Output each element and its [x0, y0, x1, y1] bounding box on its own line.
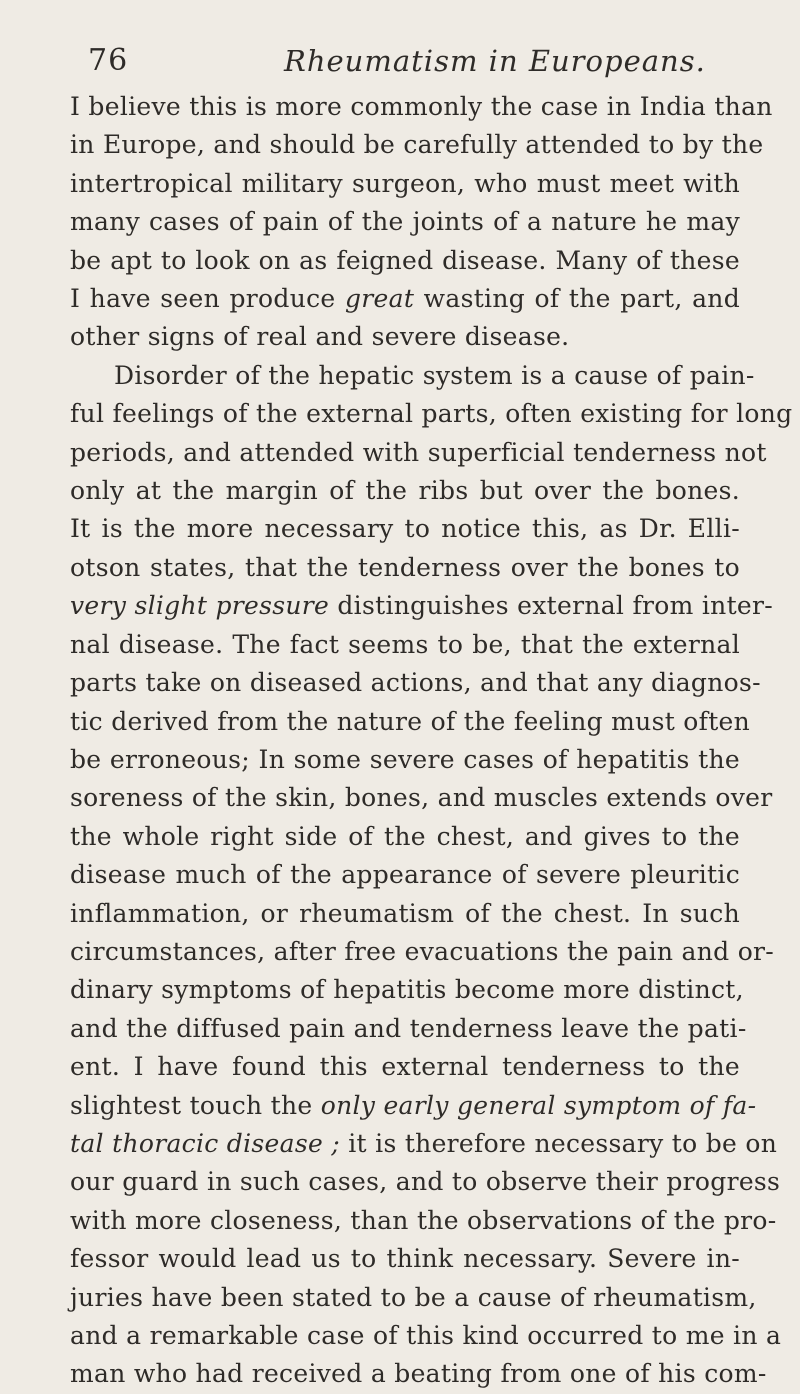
text-segment: intertropical military surgeon, who must meet with: [70, 168, 740, 198]
text-line: [70, 318, 740, 356]
text-line: [70, 895, 740, 933]
text-line: [70, 1317, 782, 1355]
text-line: [70, 1355, 767, 1393]
text-line: [70, 434, 767, 472]
text-line: [70, 818, 740, 856]
text-line: [70, 1163, 781, 1201]
paragraph: [70, 357, 793, 1394]
text-line: [70, 779, 773, 817]
running-title: Rheumatism in Europeans.: [284, 44, 706, 78]
italic-text: great: [344, 284, 415, 314]
text-segment: I have seen produce: [70, 284, 345, 314]
text-segment: only at the margin of the ribs but over the bones.: [70, 476, 740, 506]
body-text: [70, 88, 793, 1394]
italic-text: tal thoracic disease ;: [70, 1128, 341, 1158]
text-segment: soreness of the skin, bones, and muscles extends over: [70, 783, 773, 813]
text-segment: ent. I have found this external tenderness to the: [70, 1052, 740, 1082]
text-segment: slightest touch the: [70, 1090, 321, 1120]
text-line: [70, 472, 740, 510]
text-line: [70, 856, 740, 894]
text-line: [70, 549, 740, 587]
text-line: [70, 510, 740, 548]
text-segment: periods, and attended with superficial tenderness not: [70, 437, 767, 467]
text-segment: circumstances, after free evacuations the pain and or-: [70, 936, 775, 966]
text-segment: nal disease. The fact seems to be, that the external: [70, 629, 740, 659]
text-segment: It is the more necessary to notice this, as Dr. Elli-: [70, 514, 740, 544]
text-line: [70, 280, 740, 318]
text-line: [70, 1048, 740, 1086]
italic-text: only early general symptom of fa-: [320, 1090, 757, 1120]
text-segment: be erroneous; In some severe cases of hepatitis the: [70, 744, 740, 774]
text-segment: the whole right side of the chest, and gives to the: [70, 821, 740, 851]
text-line: [70, 1240, 740, 1278]
text-line: [70, 741, 740, 779]
text-line: [70, 703, 751, 741]
text-line: [70, 1087, 757, 1125]
text-line: [70, 88, 773, 126]
text-segment: Disorder of the hepatic system is a cause of pain-: [114, 360, 755, 390]
text-segment: tic derived from the nature of the feeling must often: [70, 706, 751, 736]
text-segment: dinary symptoms of hepatitis become more distinct,: [70, 975, 744, 1005]
text-segment: juries have been stated to be a cause of rheumatism,: [70, 1282, 757, 1312]
text-line: [70, 165, 740, 203]
paragraph: [70, 88, 773, 357]
text-line: [70, 242, 740, 280]
text-segment: and the diffused pain and tenderness leave the pati-: [70, 1013, 747, 1043]
page-header: [70, 38, 740, 84]
text-line: [70, 664, 761, 702]
text-segment: distinguishes external from inter-: [329, 591, 774, 621]
text-line: [70, 395, 793, 433]
text-segment: it is therefore necessary to be on: [340, 1128, 778, 1158]
text-line: [70, 1279, 757, 1317]
text-segment: with more closeness, than the observations of the pro-: [70, 1205, 777, 1235]
page-number: 76: [88, 43, 129, 78]
text-line: [70, 971, 744, 1009]
text-segment: parts take on diseased actions, and that any diagnos-: [70, 668, 761, 698]
text-line: [70, 357, 755, 395]
italic-text: very slight pressure: [70, 591, 330, 621]
text-segment: fessor would lead us to think necessary. Severe in-: [70, 1244, 740, 1274]
text-segment: and a remarkable case of this kind occurred to me in a: [70, 1321, 782, 1350]
text-segment: man who had received a beating from one of his com-: [70, 1359, 767, 1389]
text-line: [70, 933, 775, 971]
text-segment: be apt to look on as feigned disease. Many of these: [70, 245, 740, 275]
text-segment: ful feelings of the external parts, often existing for long: [70, 399, 793, 429]
text-segment: other signs of real and severe disease.: [70, 322, 570, 352]
text-line: [70, 1010, 747, 1048]
text-line: [70, 587, 774, 625]
text-segment: many cases of pain of the joints of a nature he may: [70, 207, 740, 237]
text-line: [70, 626, 740, 664]
text-segment: in Europe, and should be carefully attended to by the: [70, 130, 764, 160]
text-line: [70, 126, 764, 164]
text-line: [70, 1125, 778, 1163]
text-segment: wasting of the part, and: [414, 284, 741, 314]
text-segment: disease much of the appearance of severe pleuritic: [70, 860, 740, 890]
text-line: [70, 203, 740, 241]
text-segment: our guard in such cases, and to observe their progress: [70, 1167, 781, 1197]
text-segment: otson states, that the tenderness over the bones to: [70, 552, 740, 582]
text-segment: I believe this is more commonly the case in India than: [70, 92, 773, 121]
text-segment: inflammation, or rheumatism of the chest. In such: [70, 898, 740, 928]
text-line: [70, 1202, 777, 1240]
